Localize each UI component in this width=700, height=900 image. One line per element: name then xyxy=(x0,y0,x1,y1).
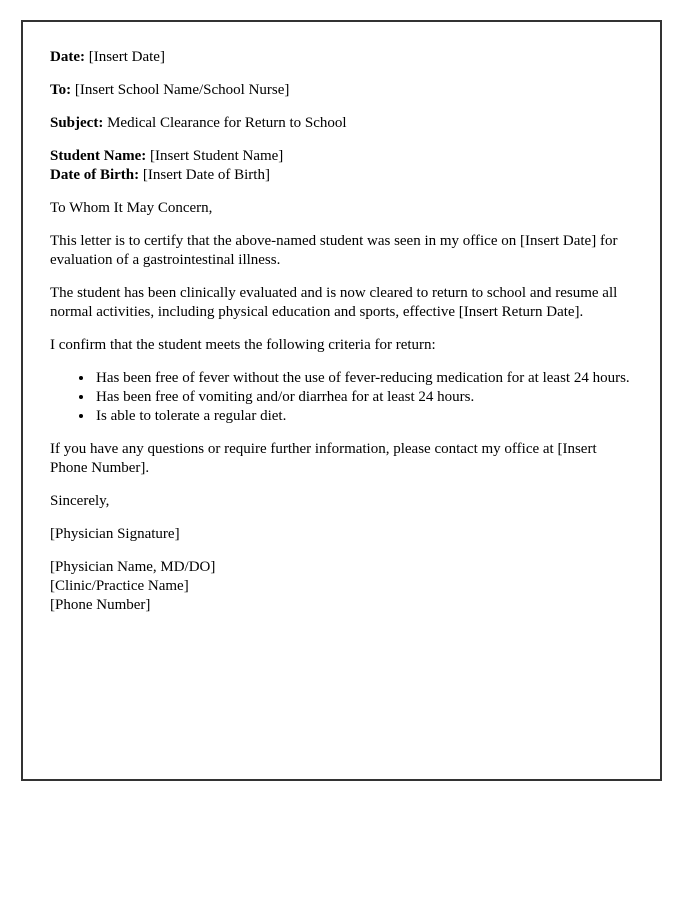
field-student-name xyxy=(50,147,633,166)
signoff: Sincerely, xyxy=(50,493,110,509)
criteria-item-diet: • Is able to tolerate a regular diet. xyxy=(94,407,633,426)
field-to-value: [Insert School Name/School Nurse] xyxy=(74,82,290,98)
field-date-label: Date: xyxy=(50,49,85,65)
signature-physician-name: [Physician Name, MD/DO] xyxy=(50,559,216,575)
field-date-of-birth xyxy=(50,166,633,185)
field-date-of-birth-value: [Insert Date of Birth] xyxy=(142,167,270,183)
closing-paragraph: If you have any questions or require further information, please contact my office at [Insert Phone Number]. xyxy=(50,441,597,476)
field-date-value: [Insert Date] xyxy=(88,49,165,65)
field-student-name-label: Student Name: xyxy=(50,148,147,164)
body-paragraph-certify: This letter is to certify that the above-named student was seen in my office on [Insert Date] for evaluation of a gastrointestinal illness. xyxy=(50,233,618,268)
field-subject-value: Medical Clearance for Return to School xyxy=(107,115,347,131)
criteria-item-vomiting: • Has been free of vomiting and/or diarrhea for at least 24 hours. xyxy=(94,388,633,407)
criteria-item-fever: • Has been free of fever without the use of fever-reducing medication for at least 24 hours. xyxy=(94,369,633,388)
student-info-block xyxy=(50,147,633,185)
letter-document xyxy=(21,20,662,781)
field-subject xyxy=(50,114,633,133)
signature-clinic-name: [Clinic/Practice Name] xyxy=(50,578,189,594)
body-paragraph-cleared: The student has been clinically evaluated and is now cleared to return to school and resume all normal activities, including physical education and sports, effective [Insert Return Date]. xyxy=(50,285,618,320)
salutation: To Whom It May Concern, xyxy=(50,200,213,216)
field-date xyxy=(50,48,633,67)
field-student-name-value: [Insert Student Name] xyxy=(150,148,284,164)
signature-block xyxy=(50,558,633,615)
field-date-of-birth-label: Date of Birth: xyxy=(50,167,140,183)
body-paragraph-criteria-intro: I confirm that the student meets the following criteria for return: xyxy=(50,337,436,353)
signature-placeholder: [Physician Signature] xyxy=(50,526,180,542)
field-subject-label: Subject: xyxy=(50,115,104,131)
signature-phone-number: [Phone Number] xyxy=(50,597,151,613)
field-to xyxy=(50,81,633,100)
field-to-label: To: xyxy=(50,82,72,98)
criteria-list xyxy=(50,369,633,426)
